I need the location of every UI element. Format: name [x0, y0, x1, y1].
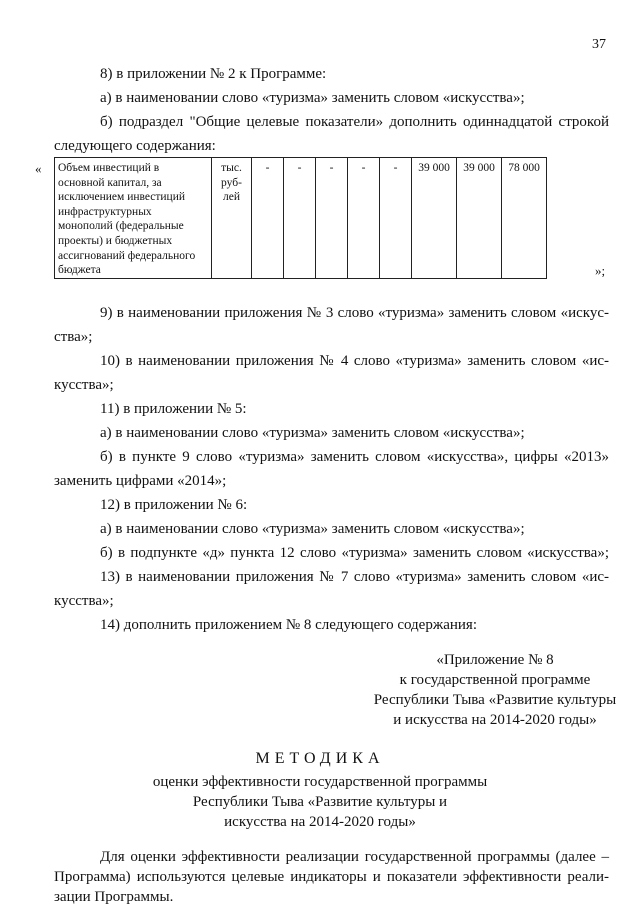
item-11: 11) в приложении № 5:	[100, 401, 247, 417]
item-10-line1: 10) в наименовании приложения № 4 слово «туризма» заменить словом «ис-	[100, 353, 609, 369]
appendix-ref-line3: Республики Тыва «Развитие культуры	[373, 692, 617, 708]
method-sub-line1: оценки эффективности государственной программы	[152, 774, 488, 790]
method-sub-line3: искусства на 2014-2020 годы»	[224, 814, 416, 830]
item-8a: а) в наименовании слово «туризма» заменить словом «искусства»;	[100, 90, 525, 106]
item-8b-line2: следующего содержания:	[54, 138, 216, 154]
final-line1: Для оценки эффективности реализации государственной программы (далее –	[100, 849, 609, 865]
quote-open: «	[35, 161, 42, 176]
quote-close: »;	[595, 263, 606, 278]
final-line3: зации Программы.	[54, 889, 174, 905]
item-8: 8) в приложении № 2 к Программе:	[100, 66, 327, 82]
dash-cell: -	[348, 158, 380, 279]
item-12b: б) в подпункте «д» пункта 12 слово «туризма» заменить словом «искусства»;	[100, 545, 609, 561]
page-number: 37	[592, 37, 606, 52]
item-9-line2: ства»;	[54, 329, 93, 345]
item-9-line1: 9) в наименовании приложения № 3 слово «туризма» заменить словом «искус-	[100, 305, 609, 321]
dash-cell: -	[316, 158, 348, 279]
dash-cell: -	[380, 158, 412, 279]
item-14: 14) дополнить приложением № 8 следующего содержания:	[100, 617, 477, 633]
item-13-line1: 13) в наименовании приложения № 7 слово «туризма» заменить словом «ис-	[100, 569, 609, 585]
appendix-ref-line1: «Приложение № 8	[436, 652, 554, 668]
method-title: МЕТОДИКА	[255, 750, 385, 767]
item-12a: а) в наименовании слово «туризма» заменить словом «искусства»;	[100, 521, 525, 537]
value-cell: 39 000	[457, 158, 502, 279]
appendix-ref-line2: к государственной программе	[399, 672, 591, 688]
item-11b-line2: заменить цифрами «2014»;	[54, 473, 227, 489]
method-sub-line2: Республики Тыва «Развитие культуры и	[192, 794, 448, 810]
item-8b-line1: б) подраздел "Общие целевые показатели» дополнить одиннадцатой строкой	[100, 114, 609, 130]
indicator-cell: Объем инвестиций в основной капитал, за исключением инвестиций инфраструктурных монополий (федеральные проекты) и бюджетных ассигнований федерального бюджета	[55, 158, 212, 279]
item-13-line2: кусства»;	[54, 593, 114, 609]
unit-cell: тыс. руб-лей	[212, 158, 252, 279]
table-row	[55, 158, 547, 279]
item-12: 12) в приложении № 6:	[100, 497, 248, 513]
dash-cell: -	[284, 158, 316, 279]
item-11b-line1: б) в пункте 9 слово «туризма» заменить словом «искусства», цифры «2013»	[100, 449, 609, 465]
value-cell: 78 000	[502, 158, 547, 279]
value-cell: 39 000	[412, 158, 457, 279]
appendix-ref-line4: и искусства на 2014-2020 годы»	[393, 712, 597, 728]
indicator-table	[54, 157, 547, 279]
dash-cell: -	[252, 158, 284, 279]
item-11a: а) в наименовании слово «туризма» заменить словом «искусства»;	[100, 425, 525, 441]
item-10-line2: кусства»;	[54, 377, 114, 393]
final-line2: Программа) используются целевые индикаторы и показатели эффективности реали-	[54, 869, 609, 885]
